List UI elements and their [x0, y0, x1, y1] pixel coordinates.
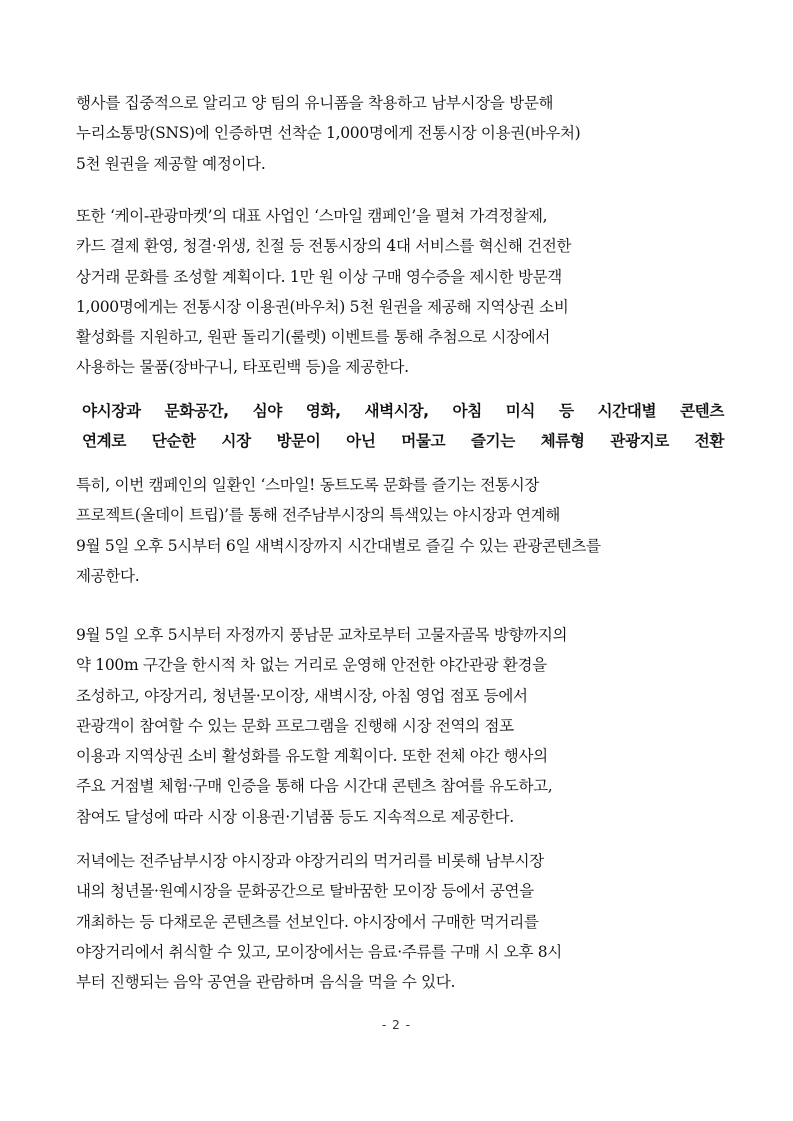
paragraph-sns-voucher: 행사를 집중적으로 알리고 양 팀의 유니폼을 착용하고 남부시장을 방문해 누리소통망(SNS)에 인증하면 선착순 1,000명에게 전통시장 이용권(바우처) 5천 원권을 제공할 예정이다. [76, 94, 581, 173]
paragraph-evening-program: 저녁에는 전주남부시장 야시장과 야장거리의 먹거리를 비롯해 남부시장 내의 청년몰·원예시장을 문화공간으로 탈바꿈한 모이장 등에서 공연을 개최하는 등 다채로운 콘텐츠를 선보인다. 야시장에서 구매한 먹거리를 야장거리에서 취식할 수 있고, 모이장에서는 음료·주류를 구매 시 오후 8시 부터 진행되는 음악 공연을 관람하며 음식을 먹을 수 있다. [76, 852, 562, 992]
page-number: - 2 - [382, 1018, 411, 1032]
section-heading: 야시장과 문화공간, 심야 영화, 새벽시장, 아침 미식 등 시간대별 콘텐츠 연계로 단순한 시장 방문이 아닌 머물고 즐기는 체류형 관광지로 전환 [82, 402, 724, 451]
paragraph-car-free-street: 9월 5일 오후 5시부터 자정까지 풍남문 교차로부터 고물자골목 방향까지의 약 100m 구간을 한시적 차 없는 거리로 운영해 안전한 야간관광 환경을 조성하고, 야장거리, 청년몰·모이장, 새벽시장, 아침 영업 점포 등에서 관광객이 참여할 수 있는 문화 프로그램을 진행해 시장 전역의 점포 이용과 지역상권 소비 활성화를 유도할 계획이다. 또한 전체 야간 행사의 주요 거점별 체험·구매 인증을 통해 다음 시간대 콘텐츠 참여를 유도하고, 참여도 달성에 따라 시장 이용권·기념품 등도 지속적으로 제공한다. [76, 626, 568, 826]
paragraph-allday-trip: 특히, 이번 캠페인의 일환인 ‘스마일! 동트도록 문화를 즐기는 전통시장 프로젝트(올데이 트립)’를 통해 전주남부시장의 특색있는 야시장과 연계해 9월 5일 오후 5시부터 6일 새벽시장까지 시간대별로 즐길 수 있는 관광콘텐츠를 제공한다. [76, 476, 601, 585]
paragraph-smile-campaign: 또한 ‘케이-관광마켓’의 대표 사업인 ‘스마일 캠페인’을 펼쳐 가격정찰제, 카드 결제 환영, 청결·위생, 친절 등 전통시장의 4대 서비스를 혁신해 건전한 상거래 문화를 조성할 계획이다. 1만 원 이상 구매 영수증을 제시한 방문객 1,000명에게는 전통시장 이용권(바우처) 5천 원권을 제공해 지역상권 소비 활성화를 지원하고, 원판 돌리기(룰렛) 이벤트를 통해 추첨으로 시장에서 사용하는 물품(장바구니, 타포린백 등)을 제공한다. [76, 207, 572, 377]
